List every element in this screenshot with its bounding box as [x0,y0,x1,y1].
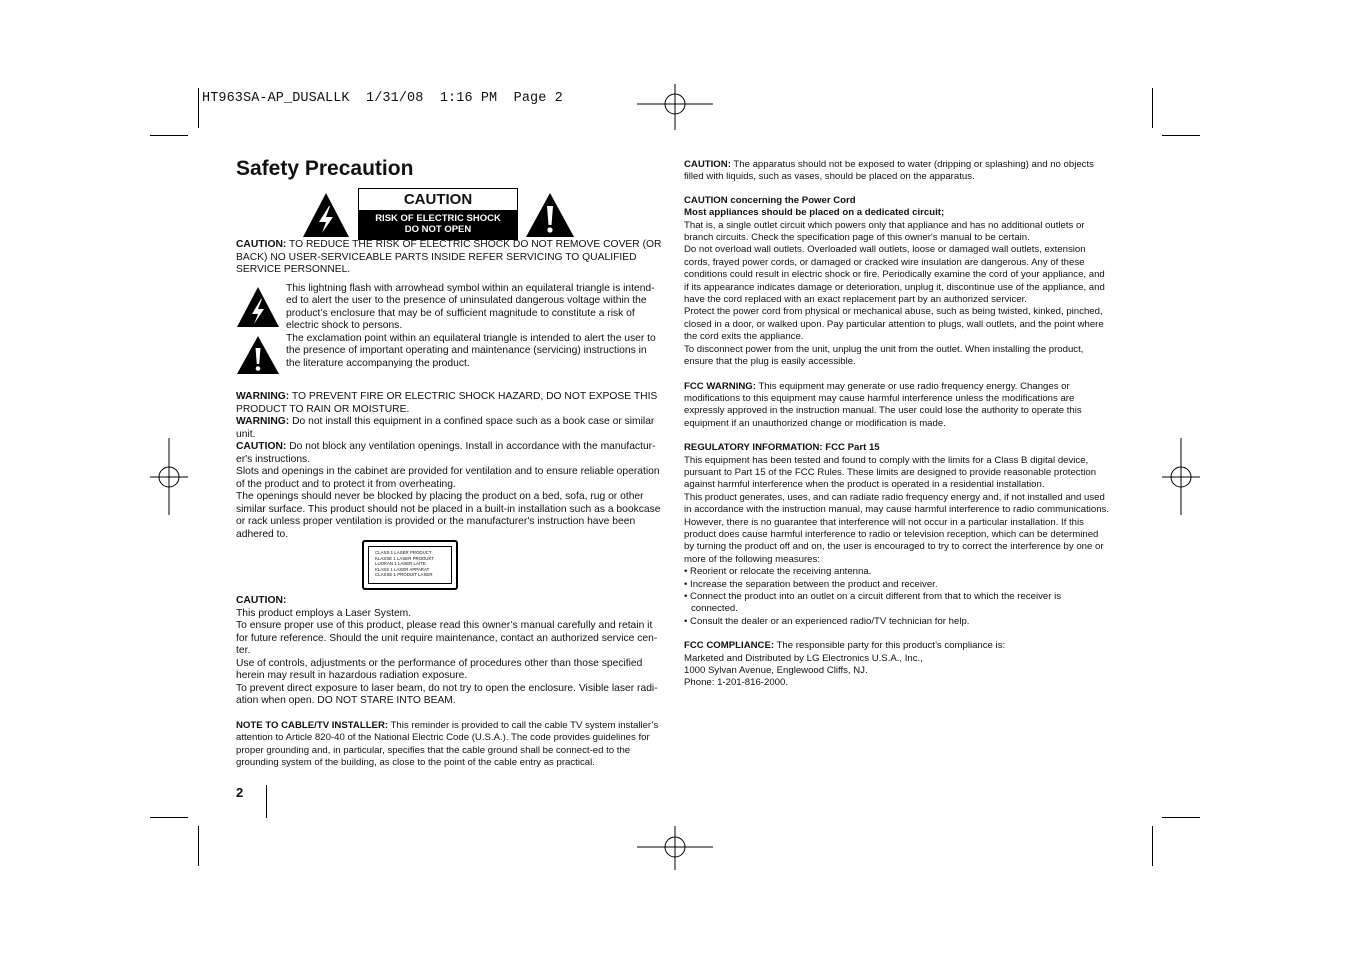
lightning-triangle-icon [236,286,280,328]
exclamation-triangle-icon [236,335,280,375]
caution-paragraph: CAUTION: TO REDUCE THE RISK OF ELECTRIC SHOCK DO NOT REMOVE COVER (OR BACK) NO USER-SERVICEABLE PARTS INSIDE REFER SERVICING TO QUALIFIED SERVICE PERSONNEL. [236,239,662,275]
power-cord-heading: CAUTION concerning the Power Cord [684,194,856,206]
list-item: • Connect the product into an outlet on a circuit different from that to which the receiver is connected. [684,591,1062,615]
lightning-triangle-icon [302,192,350,238]
left-column-lower: CAUTION: This product employs a Laser System. To ensure proper use of this product, please read this owner’s manual carefully and retain it for future reference. Should the unit require maintenance, contact an authorized service cen-ter. Use of controls, adjustments or the performance of procedures other than those specified herein may result in hazardous radiation exposure. To prevent direct exposure to laser beam, do not try to open the enclosure. Visible laser radi-ation when open. DO NOT STARE INTO BEAM. [236,595,666,708]
list-item: • Increase the separation between the product and receiver. [684,578,938,590]
left-column [236,239,666,541]
exclamation-explanation: The exclamation point within an equilateral triangle is intended to alert the user to the presence of important operating and maintenance (servicing) instructions in the literature accompanying the product. [236,333,666,380]
fcc-warning: FCC WARNING: This equipment may generate or use radio frequency energy. Changes or modifications to this equipment may cause harmful interference unless the modifications are expressly approved in the instruction manual. The user could lose the authority to operate this equipment if an unauthorized change or modification is made. [684,380,1082,429]
list-item: • Consult the dealer or an experienced radio/TV technician for help. [684,615,970,627]
cable-installer-note: NOTE TO CABLE/TV INSTALLER: This reminder is provided to call the cable TV system installer’s attention to Article 820-40 of the National Electric Code (U.S.A.). The code provides guidelines for proper grounding and, in particular, specifies that the cable ground shall be connect-ed to the grounding system of the building, as close to the point of the cable entry as practical. [236,720,659,769]
caution-heading: CAUTION [403,191,473,208]
exclamation-triangle-icon [525,192,575,238]
water-caution: CAUTION: The apparatus should not be exposed to water (dripping or splashing) and no objects filled with liquids, such as vases, should be placed on the apparatus. [684,159,1094,183]
power-cord-subheading: Most appliances should be placed on a dedicated circuit; [684,207,945,219]
lightning-explanation: This lightning flash with arrowhead symbol within an equilateral triangle is intend-ed to alert the user to the presence of uninsulated dangerous voltage within the product’s enclosure that may be of sufficient magnitude to constitute a risk of electric shock to persons. [236,283,666,333]
warning-confined: WARNING: Do not install this equipment in a confined space such as a book case or similar unit. [236,416,655,440]
caution-box [358,188,518,240]
caution-ventilation: CAUTION: Do not block any ventilation openings. Install in accordance with the manufactur-er's instructions. [236,441,656,465]
laser-caution-heading: CAUTION: [236,595,287,606]
laser-product-label: CLASS 1 LASER PRODUCT KLASSE 1 LASER PRODUKT LUOKAN 1 LASER LAITE KLASS 1 LASER APPARAT CLASSE 1 PRODUIT LASER [362,540,458,590]
page-title: Safety Precaution [236,157,414,180]
slots-paragraph: Slots and openings in the cabinet are provided for ventilation and to ensure reliable operation of the product and to protect it from overheating. [236,466,660,490]
list-item: • Reorient or relocate the receiving antenna. [684,566,872,578]
caution-subtext: RISK OF ELECTRIC SHOCK DO NOT OPEN [359,210,517,239]
right-column: CAUTION: The apparatus should not be exposed to water (dripping or splashing) and no objects filled with liquids, such as vases, should be placed on the apparatus. CAUTION concerning the Power Cord Most appliances should be placed on a dedicated circuit; That is, a single outlet circuit which powers only that appliance and has no additional outlets or branch circuits. Check the specification page of this owner's manual to be certain. Do not overload wall outlets. Overloaded wall outlets, loose or damaged wall outlets, extension cords, frayed power cords, or damaged or cracked wire insulation are dangerous. Any of these conditions could result in electric shock or fire. Periodically examine the cord of your appliance, and if its appearance indicates damage or deterioration, unplug it, discontinue use of the appliance, and have the cord replaced with an exact replacement part by an authorized servicer. Protect the power cord from physical or mechanical abuse, such as being twisted, kinked, pinched, closed in a door, or walked upon. Pay particular attention to plugs, wall outlets, and the point where the cord exits the appliance. To disconnect power from the unit, unplug the unit from the outlet. When installing the product, ensure that the plug is easily accessible. FCC WARNING: This equipment may generate or use radio frequency energy. Changes or modifications to this equipment may cause harmful interference unless the modifications are expressly approved in the instruction manual. The user could lose the authority to operate this equipment if an unauthorized change or modification is made. REGULATORY INFORMATION: FCC Part 15 This equipment has been tested and found to comply with the limits for a Class B digital device, pursuant to Part 15 of the FCC Rules. These limits are designed to provide reasonable protection against harmful interference when the product is operated in a residential installation. This product generates, uses, and can radiate radio frequency energy and, if not installed and used in accordance with the instruction manual, may cause harmful interference to radio communications. However, there is no guarantee that interference will not occur in a particular installation. If this product does cause harmful interference to radio or television reception, which can be determined by turning the product off and on, the user is encouraged to try to correct the interference by one or more of the following measures: • Reorient or relocate the receiving antenna. • Increase the separation between the product and receiver. • Connect the product into an outlet on a circuit different from that to which the receiver is connected. • Consult the dealer or an experienced radio/TV technician for help. FCC COMPLIANCE: The responsible party for this product’s compliance is: Marketed and Distributed by LG Electronics U.S.A., Inc., 1000 Sylvan Avenue, Englewood Cliffs, NJ. Phone: 1-201-816-2000. [684,159,1109,689]
print-slug: HT963SA-AP_DUSALLK 1/31/08 1:16 PM Page 2 [202,91,563,106]
openings-paragraph: The openings should never be blocked by placing the product on a bed, sofa, rug or other similar surface. This product should not be placed in a built-in installation such as a bookcase or rack unless proper ventilation is provided or the manufacturer's instruction have been adhered to. [236,491,661,540]
fcc-compliance: FCC COMPLIANCE: The responsible party for this product’s compliance is: [684,640,1006,652]
warning-fire: WARNING: TO PREVENT FIRE OR ELECTRIC SHOCK HAZARD, DO NOT EXPOSE THIS PRODUCT TO RAIN OR MOISTURE. [236,391,658,415]
page-number: 2 [236,785,244,800]
regulatory-heading: REGULATORY INFORMATION: FCC Part 15 [684,442,880,454]
